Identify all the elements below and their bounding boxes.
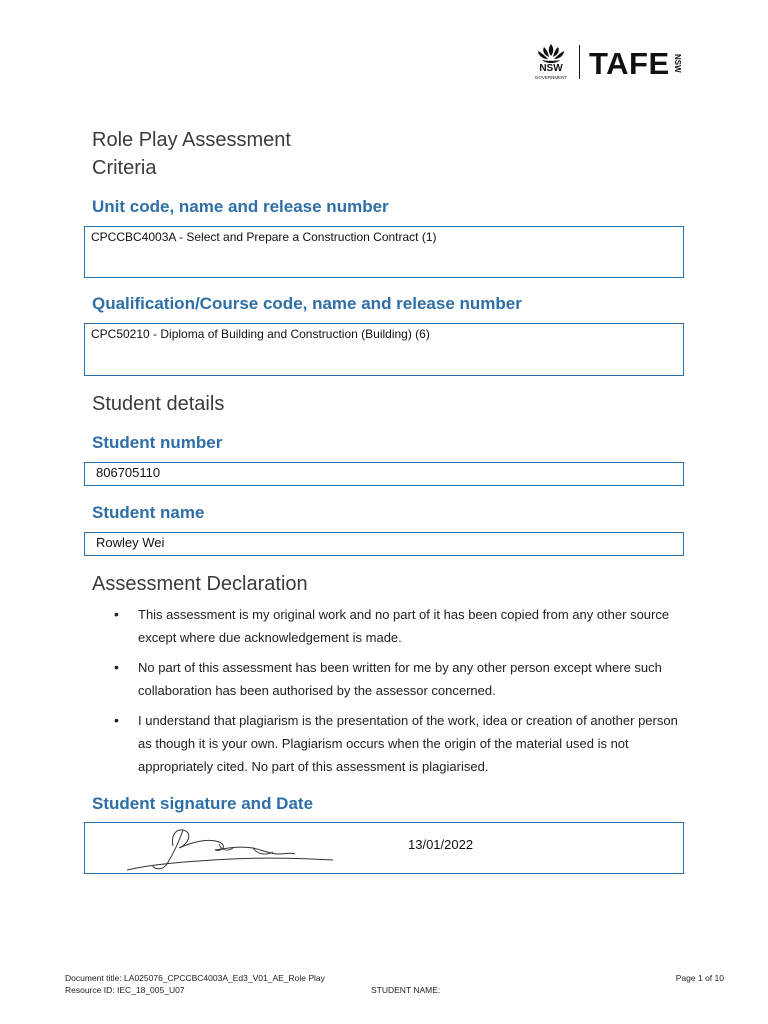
footer-page-number: Page 1 of 10 — [675, 973, 724, 983]
logo-divider — [579, 45, 580, 79]
qualification-value: CPC50210 - Diploma of Building and Construction (Building) (6) — [91, 327, 430, 341]
tafe-nsw-vertical: NSW — [673, 54, 682, 73]
signature-image — [123, 824, 343, 874]
footer-student-name: STUDENT NAME: — [371, 985, 441, 995]
footer-document-title: Document title: LA025076_CPCCBC4003A_Ed3_V01_AE_Role Play — [65, 973, 325, 983]
student-name-value: Rowley Wei — [96, 535, 165, 550]
page-title: Role Play Assessment — [92, 129, 291, 151]
government-label: GOVERNMENT — [534, 75, 568, 80]
declaration-list — [110, 603, 690, 785]
unit-box — [84, 226, 684, 278]
nsw-label: NSW — [539, 63, 563, 74]
signature-heading: Student signature and Date — [92, 794, 314, 813]
page-subtitle: Criteria — [92, 157, 157, 179]
student-number-label: Student number — [92, 433, 223, 452]
signature-box — [84, 822, 684, 874]
qualification-heading: Qualification/Course code, name and release number — [92, 294, 522, 313]
footer-resource-id: Resource ID: IEC_18_005_U07 — [65, 985, 185, 995]
student-name-field — [84, 532, 684, 556]
unit-value: CPCCBC4003A - Select and Prepare a Construction Contract (1) — [91, 230, 437, 244]
student-number-field — [84, 462, 684, 486]
declaration-item: • This assessment is my original work and no part of it has been copied from any other source except where due acknowledgement is made. — [110, 603, 690, 649]
tafe-logo-text: TAFE — [589, 46, 670, 81]
student-name-label: Student name — [92, 503, 205, 522]
qualification-box — [84, 323, 684, 376]
declaration-item: • No part of this assessment has been written for me by any other person except where such collaboration has been authorised by the assessor concerned. — [110, 656, 690, 702]
signature-date: 13/01/2022 — [408, 837, 474, 852]
declaration-heading: Assessment Declaration — [92, 573, 308, 595]
student-number-value: 806705110 — [96, 465, 161, 480]
student-details-heading: Student details — [92, 393, 225, 415]
nsw-government-logo — [530, 42, 572, 82]
declaration-item: • I understand that plagiarism is the presentation of the work, idea or creation of another person as though it is your own. Plagiarism occurs when the origin of the material used is not appropriately cited. No part of this assessment is plagiarised. — [110, 709, 690, 778]
unit-heading: Unit code, name and release number — [92, 197, 389, 216]
